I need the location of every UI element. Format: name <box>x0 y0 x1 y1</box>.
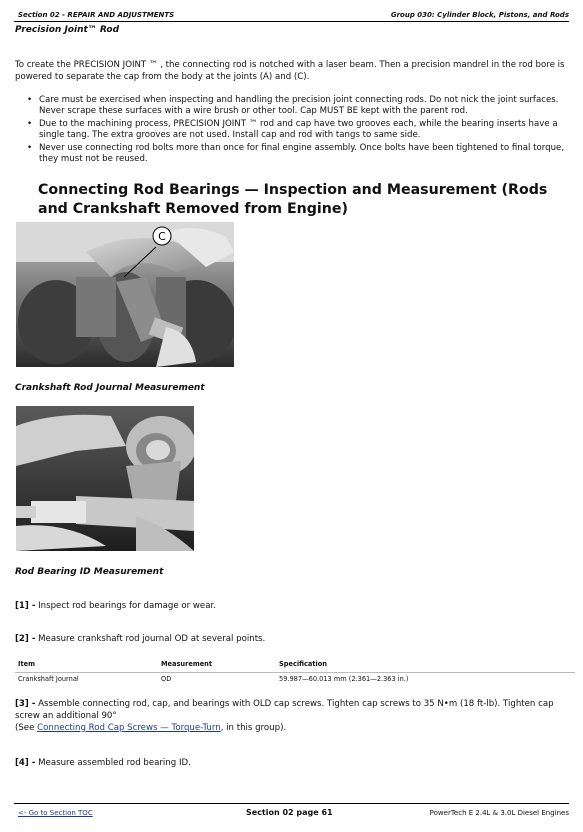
list-item: • Due to the machining process, PRECISION JOINT ™ rod and cap have two grooves each, while the bearing inserts have a single tang. The extra grooves are not used. Install cap and rod with tangs to same side. <box>27 119 572 142</box>
rod-bearing-photo <box>16 406 194 551</box>
see-suffix: , in this group). <box>220 723 287 733</box>
step-number: [1] - <box>15 601 36 611</box>
caution-list <box>27 95 572 166</box>
step-text: Inspect rod bearings for damage or wear. <box>38 601 216 611</box>
page-footer <box>14 803 569 820</box>
spec-table <box>15 658 575 687</box>
see-prefix: (See <box>15 723 38 733</box>
table-header-row <box>15 658 575 672</box>
step-number: [4] - <box>15 758 36 768</box>
col-header-specification: Specification <box>279 660 327 668</box>
figure-caption: Rod Bearing ID Measurement <box>15 567 164 577</box>
section-heading: Connecting Rod Bearings — Inspection and Measurement (Rods and Crankshaft Removed from Engine) <box>38 182 548 217</box>
step-3 <box>15 698 570 734</box>
cell-item: Crankshaft Journal <box>18 675 79 683</box>
intro-paragraph: To create the PRECISION JOINT ™ , the connecting rod is notched with a laser beam. Then a precision mandrel in the rod bore is powered to separate the cap from the body at the joints (A) and (C). <box>15 60 565 82</box>
crankshaft-journal-illustration <box>16 222 234 367</box>
col-header-item: Item <box>18 660 35 668</box>
header-section: Section 02 - REPAIR AND ADJUSTMENTS <box>18 11 175 19</box>
step-4 <box>15 757 570 769</box>
product-name: PowerTech E 2.4L & 3.0L Diesel Engines <box>429 809 569 817</box>
step-number: [3] - <box>15 699 36 709</box>
cell-specification: 59.987—60.013 mm (2.361—2.363 in.) <box>279 675 409 683</box>
crankshaft-journal-photo <box>16 222 234 367</box>
col-header-measurement: Measurement <box>161 660 213 668</box>
list-item: • Care must be exercised when inspecting and handling the precision joint connecting rods. Do not nick the joint surfaces. Never scrape these surfaces with a wire brush or other tool. Cap MUST BE kept with the parent rod. <box>27 95 572 118</box>
step-number: [2] - <box>15 634 36 644</box>
table-row <box>15 672 575 687</box>
step-1 <box>15 600 570 612</box>
figure-caption: Crankshaft Rod Journal Measurement <box>15 383 205 393</box>
header-group: Group 030: Cylinder Block, Pistons, and Rods <box>390 11 569 19</box>
step-text: Measure assembled rod bearing ID. <box>38 758 191 768</box>
cell-measurement: OD <box>161 675 172 683</box>
page-number: Section 02 page 61 <box>246 808 333 817</box>
step-2 <box>15 633 570 645</box>
step-text: Assemble connecting rod, cap, and bearings with OLD cap screws. Tighten cap screws to 35 N•m (18 ft-lb). Tighten cap screw an additional 90° <box>15 699 554 721</box>
callout-c-label: C <box>158 230 166 243</box>
subsection-title: Precision Joint™ Rod <box>15 25 120 35</box>
list-item: • Never use connecting rod bolts more than once for final engine assembly. Once bolts have been tightened to final torque, they must not be reused. <box>27 143 572 166</box>
section-toc-link[interactable]: <- Go to Section TOC <box>18 809 93 817</box>
page-header <box>14 9 569 22</box>
step-text: Measure crankshaft rod journal OD at several points. <box>38 634 266 644</box>
rod-bearing-illustration <box>16 406 194 551</box>
torque-turn-link[interactable]: Connecting Rod Cap Screws — Torque-Turn <box>37 723 221 733</box>
